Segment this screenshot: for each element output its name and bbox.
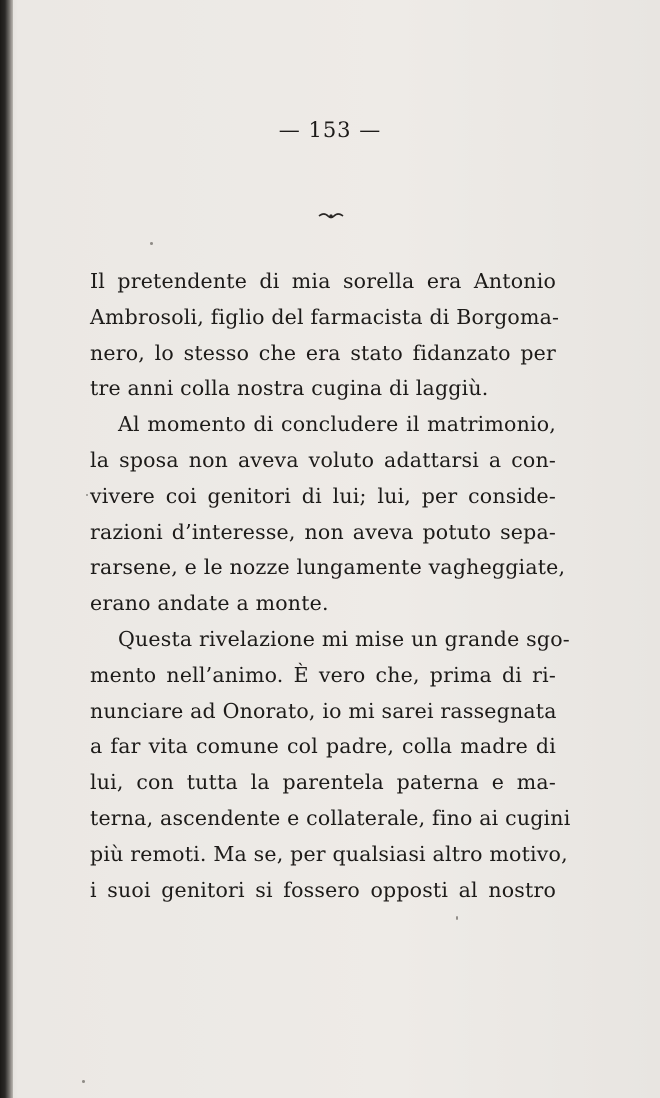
text-line: più remoti. Ma se, per qualsiasi altro motivo,	[90, 841, 568, 866]
divider-ornament-icon	[318, 210, 344, 222]
text-line: tre anni colla nostra cugina di laggiù.	[90, 376, 489, 401]
text-line: razioni d’interesse, non aveva potuto sepa-	[90, 519, 556, 544]
text-line: nunciare ad Onorato, io mi sarei rassegnata	[90, 698, 557, 723]
text-line: Ambrosoli, figlio del farmacista di Borgoma-	[90, 304, 560, 329]
paper-speck	[82, 1080, 85, 1083]
page-number: — 153 —	[278, 118, 382, 142]
text-line: terna, ascendente e collaterale, fino ai cugini	[90, 805, 571, 830]
text-line: la sposa non aveva voluto adattarsi a con-	[90, 447, 556, 472]
paper-speck	[456, 916, 458, 920]
paper-speck	[86, 494, 88, 496]
text-line: Il pretendente di mia sorella era Antonio	[90, 269, 556, 293]
text-line: i suoi genitori si fossero opposti al nostro	[90, 877, 556, 902]
body-text	[90, 264, 571, 908]
book-spine-edge	[0, 0, 13, 1098]
text-line: Questa rivelazione mi mise un grande sgo-	[118, 626, 570, 651]
text-line: nero, lo stesso che era stato fidanzato per	[90, 340, 556, 365]
paper-speck	[150, 242, 153, 245]
text-line: a far vita comune col padre, colla madre di	[90, 734, 556, 759]
text-line: Al momento di concludere il matrimonio,	[118, 412, 556, 437]
text-line: erano andate a monte.	[90, 591, 329, 616]
text-line: rarsene, e le nozze lungamente vagheggiate,	[90, 555, 566, 580]
text-line: mento nell’animo. È vero che, prima di ri-	[90, 662, 556, 687]
text-line: vivere coi genitori di lui; lui, per conside-	[90, 483, 556, 508]
text-line: lui, con tutta la parentela paterna e ma-	[90, 770, 556, 795]
